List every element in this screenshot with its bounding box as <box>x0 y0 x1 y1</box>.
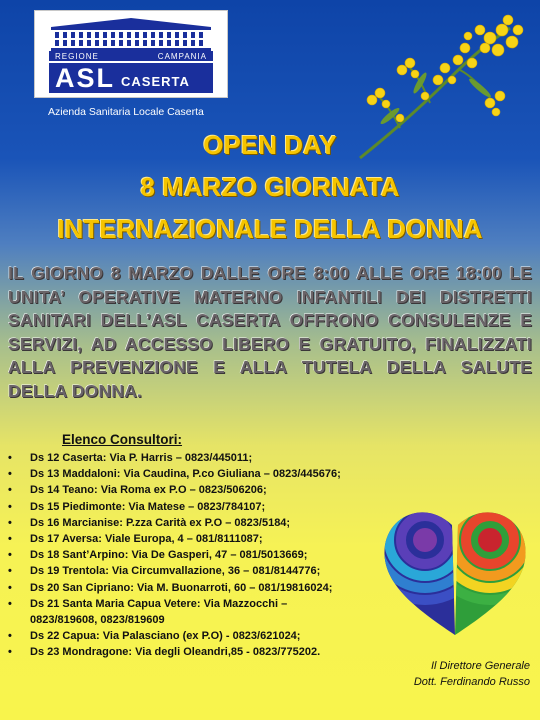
signature-name: Dott. Ferdinando Russo <box>413 676 530 688</box>
list-item: • Ds 14 Teano: Via Roma ex P.O – 0823/506206; <box>8 482 348 498</box>
rainbow-heart-icon <box>380 500 530 640</box>
list-item: • Ds 21 Santa Maria Capua Vetere: Via Mazzocchi – 0823/819608, 0823/819609 <box>8 596 348 628</box>
logo-city-text: CASERTA <box>121 73 190 89</box>
signature-block <box>414 658 530 690</box>
list-item: • Ds 22 Capua: Via Palasciano (ex P.O) - 0823/621024; <box>8 628 348 644</box>
logo-asl-banner <box>49 63 213 93</box>
list-item: • Ds 13 Maddaloni: Via Caudina, P.co Giuliana – 0823/445676; <box>8 466 348 482</box>
consultori-list <box>8 450 348 661</box>
announcement-text: IL GIORNO 8 MARZO DALLE ORE 8:00 ALLE ORE 18:00 LE UNITA’ OPERATIVE MATERNO INFANTILI DEI DISTRETTI SANITARI DELL’ASL CASERTA OFFRONO CONSULENZE E SERVIZI, AD ACCESSO LIBERO E GRATUITO, FINALIZZATI ALLA PREVENZIONE E ALLA TUTELA DELLA SALUTE DELLA DONNA. <box>8 263 532 401</box>
consultori-list-title: Elenco Consultori: <box>62 432 183 447</box>
signature-title: Il Direttore Generale <box>430 660 530 672</box>
logo-region-banner <box>49 51 213 61</box>
list-item: • Ds 19 Trentola: Via Circumvallazione, 36 – 081/8144776; <box>8 563 348 579</box>
logo-region-right: CAMPANIA <box>157 51 207 61</box>
logo-asl-text: ASL <box>55 63 115 93</box>
list-item: • Ds 12 Caserta: Via P. Harris – 0823/445011; <box>8 450 348 466</box>
list-item: • Ds 20 San Cipriano: Via M. Buonarroti, 60 – 081/19816024; <box>8 580 348 596</box>
building-icon <box>49 17 213 51</box>
headline-open-day: OPEN DAY <box>203 130 337 160</box>
headline-event: INTERNAZIONALE DELLA DONNA <box>57 214 483 244</box>
list-item: • Ds 17 Aversa: Viale Europa, 4 – 081/8111087; <box>8 531 348 547</box>
list-item: • Ds 23 Mondragone: Via degli Oleandri,85 - 0823/775202. <box>8 644 348 660</box>
list-item: • Ds 16 Marcianise: P.zza Carità ex P.O – 0823/5184; <box>8 515 348 531</box>
logo-region-left: REGIONE <box>55 51 99 61</box>
organization-name: Azienda Sanitaria Locale Caserta <box>48 106 204 118</box>
asl-logo <box>34 10 228 98</box>
list-item: • Ds 18 Sant’Arpino: Via De Gasperi, 47 – 081/5013669; <box>8 547 348 563</box>
headline-date: 8 MARZO GIORNATA <box>140 172 400 202</box>
list-item: • Ds 15 Piedimonte: Via Matese – 0823/784107; <box>8 499 348 515</box>
